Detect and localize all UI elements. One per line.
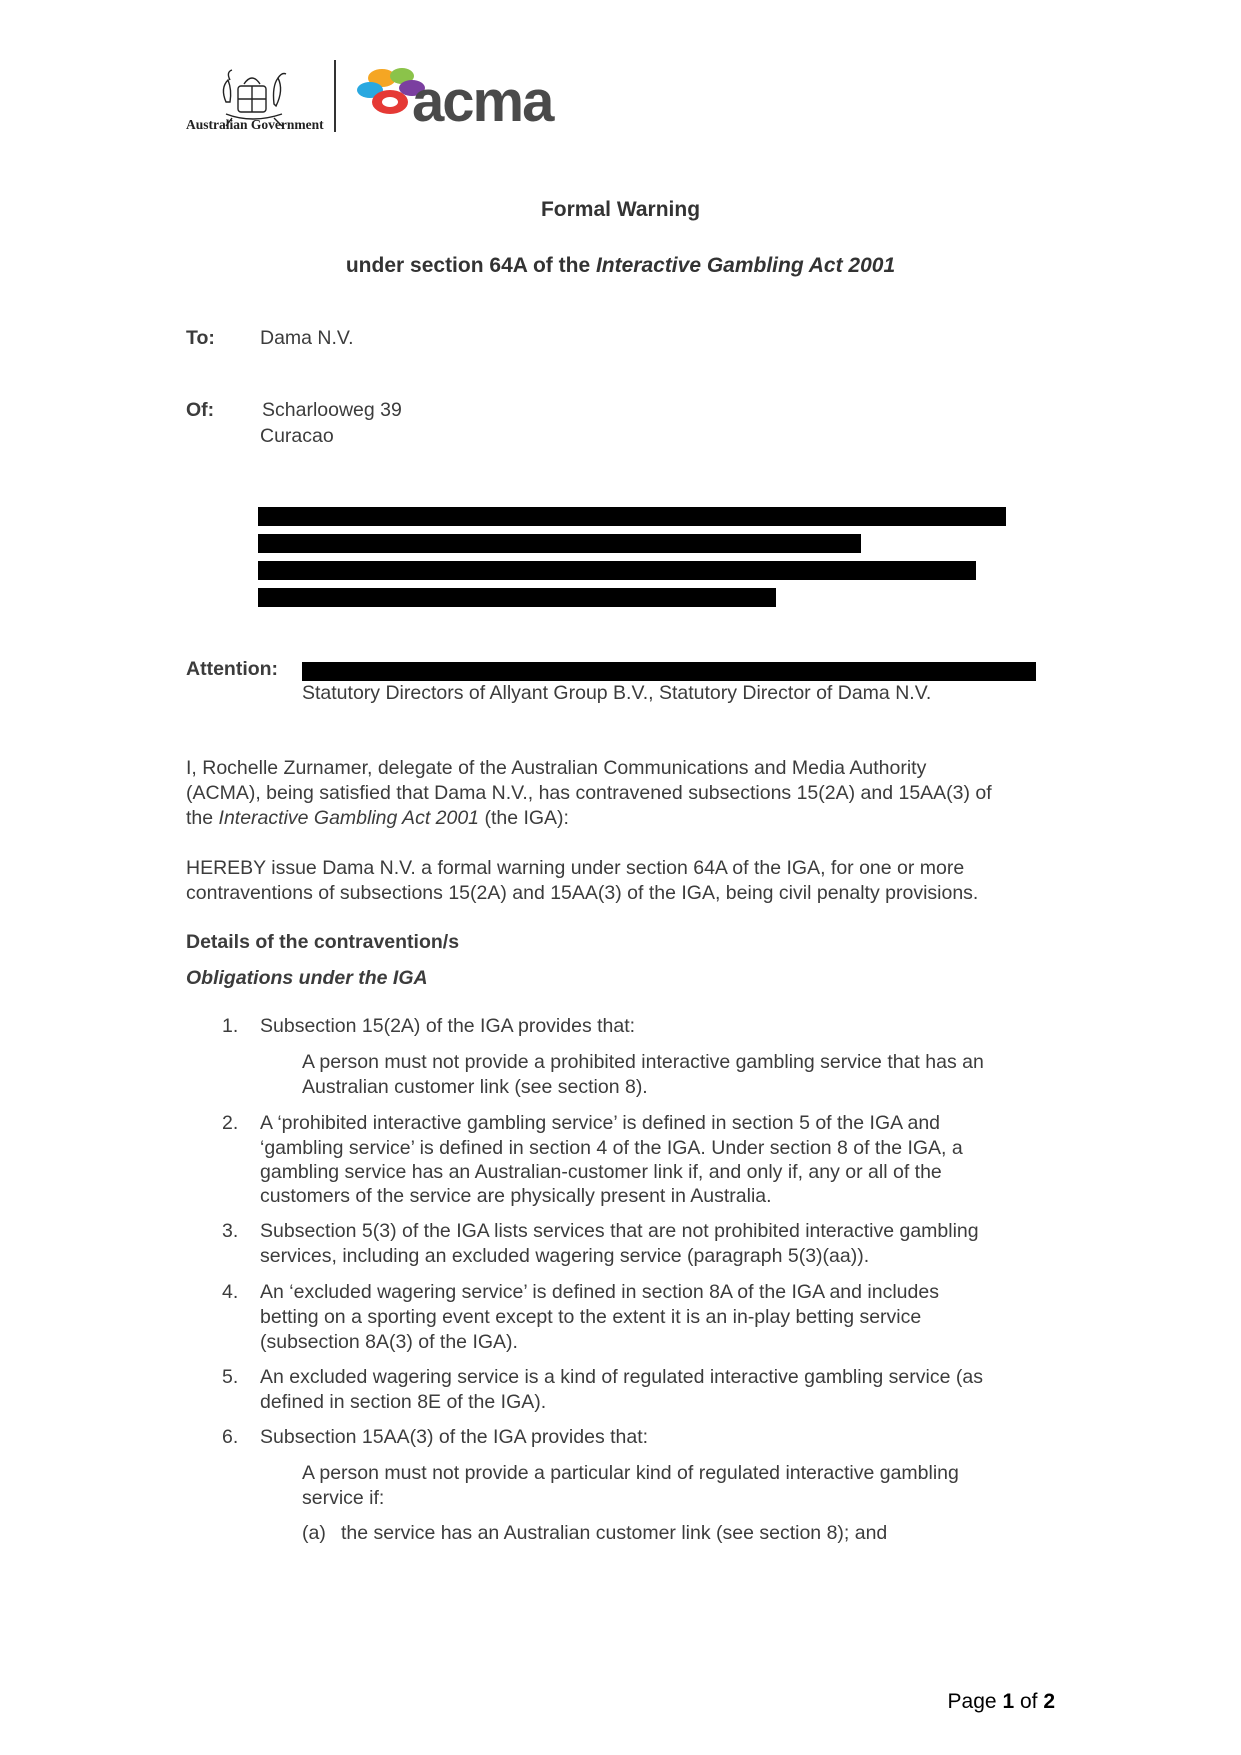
list-item-line: defined in section 8E of the IGA). [260,1391,547,1413]
list-item-line: gambling service has an Australian-customer link if, and only if, any or all of the [260,1161,942,1183]
subtitle-act: Interactive Gambling Act 2001 [595,254,896,277]
list-item-line: Subsection 5(3) of the IGA lists services that are not prohibited interactive gambling [260,1220,979,1242]
page-current: 1 [1002,1690,1015,1713]
list-item-line: betting on a sporting event except to the extent it is an in-play betting service [260,1306,922,1328]
logo-divider [334,60,336,132]
page-word: Page [947,1690,1003,1713]
list-number: 3. [222,1220,239,1242]
list-number: 5. [222,1366,239,1388]
intro-pre: the [186,807,219,829]
document-title: Formal Warning [540,198,701,221]
attention-value: Statutory Directors of Allyant Group B.V., Statutory Director of Dama N.V. [302,682,932,704]
page-number [948,1690,1055,1714]
quote-line: A person must not provide a prohibited interactive gambling service that has an [302,1051,984,1073]
redaction-bar [258,588,776,607]
gov-label: Australian Government [186,117,324,132]
quote-line: service if: [302,1487,385,1509]
intro-act: Interactive Gambling Act 2001 [218,807,480,829]
redaction-bar [302,662,1036,681]
redaction-bar [258,561,976,580]
intro-line [186,806,569,830]
page-of-word: of [1014,1690,1044,1713]
hereby-line: contraventions of subsections 15(2A) and 15AA(3) of the IGA, being civil penalty provisions. [186,882,979,904]
to-value: Dama N.V. [260,327,354,349]
list-item-line: Subsection 15(2A) of the IGA provides that: [260,1015,636,1037]
quote-sub-label: (a) [302,1522,326,1544]
list-number: 4. [222,1281,239,1303]
quote-sub-text: the service has an Australian customer link (see section 8); and [341,1522,888,1544]
list-number: 1. [222,1015,239,1037]
obligations-heading: Obligations under the IGA [186,967,428,989]
list-item-line: (subsection 8A(3) of the IGA). [260,1331,518,1353]
to-label: To: [186,327,215,349]
intro-line: I, Rochelle Zurnamer, delegate of the Australian Communications and Media Authority [186,757,927,779]
list-number: 2. [222,1112,239,1134]
list-item-line: An excluded wagering service is a kind of regulated interactive gambling service (as [260,1366,983,1388]
list-item-line: An ‘excluded wagering service’ is defined in section 8A of the IGA and includes [260,1281,939,1303]
list-item-line: A ‘prohibited interactive gambling service’ is defined in section 5 of the IGA and [260,1112,941,1134]
document-subtitle [0,254,1241,278]
list-item-line: ‘gambling service’ is defined in section 4 of the IGA. Under section 8 of the IGA, a [260,1137,963,1159]
attention-label: Attention: [186,658,279,680]
intro-line: (ACMA), being satisfied that Dama N.V., has contravened subsections 15(2A) and 15AA(3) of [186,782,992,804]
acma-wordmark: acma [412,69,553,134]
of-address-line2: Curacao [260,425,334,447]
details-heading: Details of the contravention/s [186,931,460,953]
list-number: 6. [222,1426,239,1448]
quote-line: A person must not provide a particular kind of regulated interactive gambling [302,1462,959,1484]
of-address-line1: Scharlooweg 39 [262,399,402,421]
intro-post: (the IGA): [479,807,569,829]
list-item-line: services, including an excluded wagering service (paragraph 5(3)(aa)). [260,1245,870,1267]
list-item-line: Subsection 15AA(3) of the IGA provides that: [260,1426,649,1448]
redaction-bar [258,507,1006,526]
subtitle-prefix: under section 64A of the [345,254,596,277]
quote-line: Australian customer link (see section 8). [302,1076,648,1098]
hereby-line: HEREBY issue Dama N.V. a formal warning under section 64A of the IGA, for one or more [186,857,965,879]
redaction-bar [258,534,861,553]
page-total: 2 [1043,1690,1055,1713]
list-item-line: customers of the service are physically present in Australia. [260,1185,772,1207]
of-label: Of: [186,399,215,421]
